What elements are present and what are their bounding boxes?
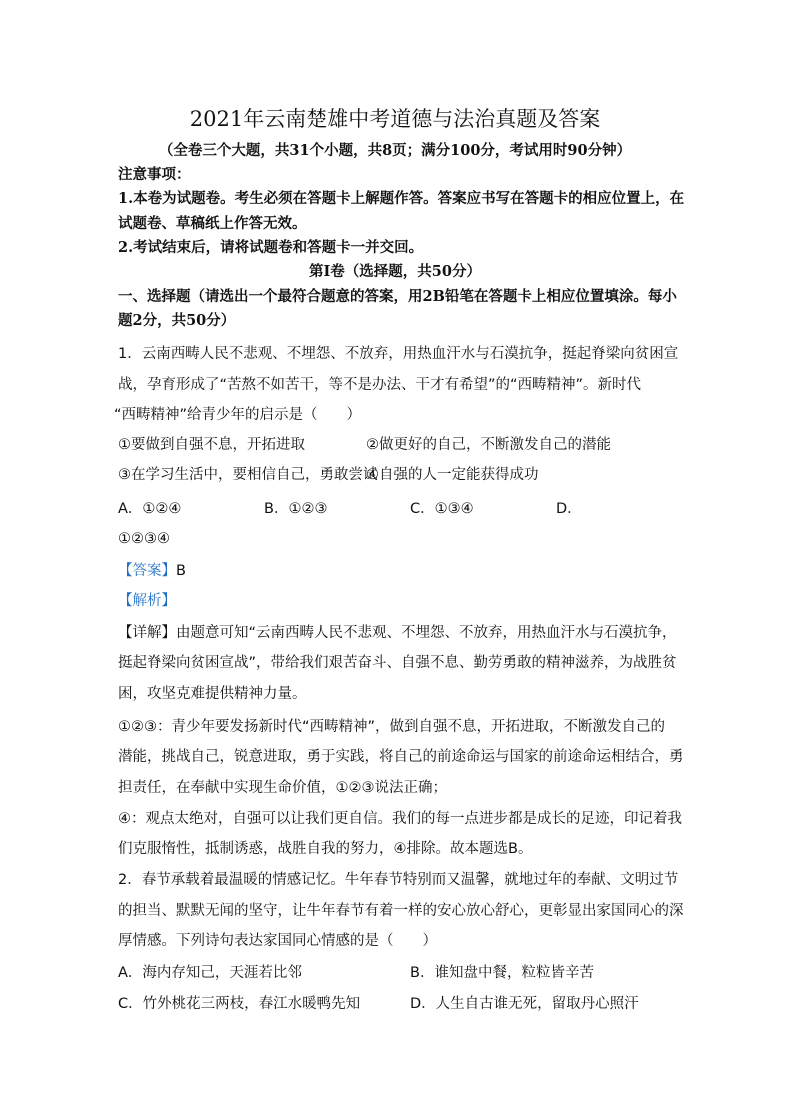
analysis-line: 们克服惰性，抵制诱惑，战胜自我的努力，④排除。故本题选B。 bbox=[118, 841, 533, 857]
analysis-line: 担责任，在奉献中实现生命价值，①②③说法正确； bbox=[118, 780, 447, 796]
part-heading: 题2分，共50分） bbox=[118, 312, 236, 329]
q2-option-b: B．谁知盘中餐，粒粒皆辛苦 bbox=[410, 965, 594, 981]
answer-label: 【答案】 bbox=[118, 563, 176, 579]
notice-line: 2.考试结束后，请将试题卷和答题卡一并交回。 bbox=[118, 239, 424, 256]
q1-option-d-content: ①②③④ bbox=[118, 531, 170, 547]
q1-option-d: D． bbox=[556, 501, 582, 517]
q2-option-a: A．海内存知己，天涯若比邻 bbox=[118, 965, 302, 981]
q1-option-b: B．①②③ bbox=[264, 501, 328, 517]
q1-statement: ③在学习生活中，要相信自己，勇敢尝试 bbox=[118, 467, 378, 483]
notice-heading: 注意事项： bbox=[118, 166, 191, 183]
q1-stem: 战，孕育形成了“苦熬不如苦干，等不是办法、干才有希望”的“西畴精神”。新时代 bbox=[118, 377, 642, 393]
q2-stem: 的担当、默默无闻的坚守，让牛年春节有着一样的安心放心舒心，更彰显出家国同心的深 bbox=[118, 903, 684, 919]
q2-option-d: D．人生自古谁无死，留取丹心照汗 bbox=[410, 996, 639, 1012]
analysis-line: 【详解】由题意可知“云南西畴人民不悲观、不埋怨、不放弃，用热血汗水与石漠抗争， bbox=[118, 625, 677, 641]
q1-option-a: A．①②④ bbox=[118, 501, 182, 517]
document-subtitle: （全卷三个大题，共31个小题，共8页；满分100分，考试用时90分钟） bbox=[158, 142, 632, 159]
q1-statement: ②做更好的自己，不断激发自己的潜能 bbox=[366, 437, 611, 453]
q1-option-c: C．①③④ bbox=[410, 501, 474, 517]
analysis-line: 挺起脊梁向贫困宣战”，带给我们艰苦奋斗、自强不息、勤劳勇敢的精神滋养，为战胜贫 bbox=[118, 655, 677, 671]
q2-stem: 厚情感。下列诗句表达家国同心情感的是（ ） bbox=[118, 933, 437, 949]
q1-stem: “西畴精神”给青少年的启示是（ ） bbox=[114, 407, 362, 423]
notice-line: 试题卷、草稿纸上作答无效。 bbox=[118, 215, 307, 232]
section-title: 第Ⅰ卷（选择题，共50分） bbox=[309, 263, 481, 280]
analysis-label: 【解析】 bbox=[118, 593, 176, 609]
q1-statement: ④自强的人一定能获得成功 bbox=[366, 467, 539, 483]
document-title: 2021年云南楚雄中考道德与法治真题及答案 bbox=[189, 107, 601, 131]
analysis-line: ④：观点太绝对，自强可以让我们更自信。我们的每一点进步都是成长的足迹，印记着我 bbox=[118, 811, 682, 827]
q1-answer bbox=[118, 562, 186, 580]
answer-value: B bbox=[176, 563, 186, 579]
analysis-line: 潜能，挑战自己，锐意进取，勇于实践，将自己的前途命运与国家的前途命运相结合，勇 bbox=[118, 749, 684, 765]
q1-statement: ①要做到自强不息，开拓进取 bbox=[118, 437, 305, 453]
q2-option-c: C．竹外桃花三两枝，春江水暖鸭先知 bbox=[118, 996, 361, 1012]
part-heading: 一、选择题（请选出一个最符合题意的答案，用2B铅笔在答题卡上相应位置填涂。每小 bbox=[118, 288, 677, 305]
analysis-line: ①②③：青少年要发扬新时代“西畴精神”，做到自强不息，开拓进取，不断激发自己的 bbox=[118, 719, 666, 735]
notice-line: 1.本卷为试题卷。考生必须在答题卡上解题作答。答案应书写在答题卡的相应位置上，在 bbox=[118, 190, 685, 207]
q2-stem: 2．春节承载着最温暖的情感记忆。牛年春节特别而又温馨，就地过年的奉献、文明过节 bbox=[118, 872, 679, 888]
analysis-line: 困，攻坚克难提供精神力量。 bbox=[118, 686, 307, 702]
q1-stem: 1．云南西畴人民不悲观、不埋怨、不放弃，用热血汗水与石漠抗争，挺起脊梁向贫困宣 bbox=[118, 346, 679, 362]
